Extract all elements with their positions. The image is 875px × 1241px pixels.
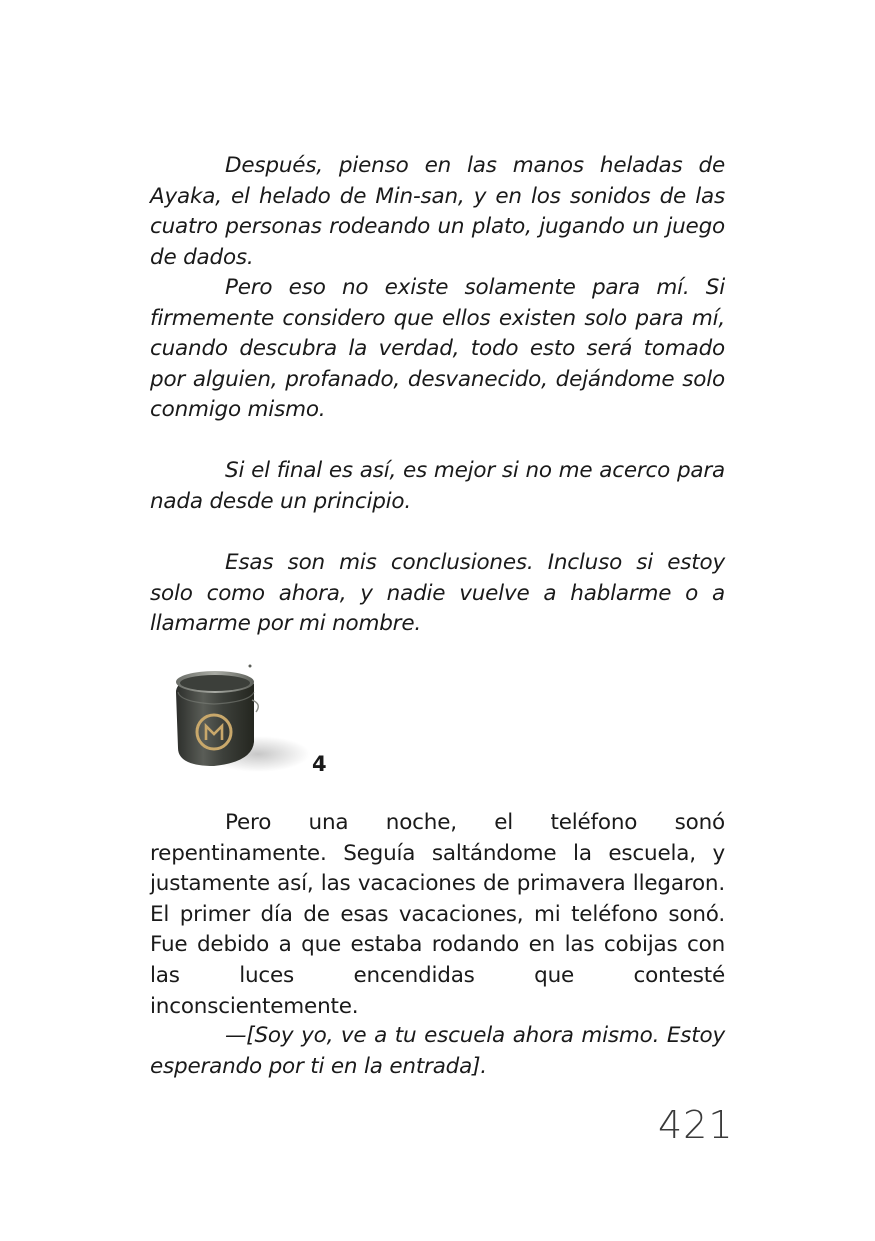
paragraph-6: —[Soy yo, ve a tu escuela ahora mismo. Estoy esperando por ti en la entrada].: [150, 1023, 725, 1079]
paragraph-4: Esas son mis conclusiones. Incluso si estoy solo como ahora, y nadie vuelve a hablarme o a llamarme por mi nombre.: [150, 550, 725, 637]
paragraph-5: Pero una noche, el teléfono sonó repentinamente. Seguía saltándome la escuela, y justamente así, las vacaciones de primavera llegaron. El primer día de esas vacaciones, mi teléfono sonó. Fue debido a que estaba rodando en las cobijas con las luces encendidas que contesté inconscientemente.: [150, 810, 725, 1019]
paragraph-2: Pero eso no existe solamente para mí. Si firmemente considero que ellos existen solo para mí, cuando descubra la verdad, todo esto será tomado por alguien, profanado, desvanecido, dejándome solo conmigo mismo.: [150, 275, 725, 423]
chapter-number: 4: [312, 752, 327, 776]
page-number: 421: [658, 1103, 734, 1147]
armband-emblem-icon: [170, 662, 310, 774]
paragraph-3: Si el final es así, es mejor si no me acerco para nada desde un principio.: [150, 458, 725, 514]
paragraph-1: Después, pienso en las manos heladas de Ayaka, el helado de Min-san, y en los sonidos de las cuatro personas rodeando un plato, jugando un juego de dados.: [150, 153, 725, 270]
